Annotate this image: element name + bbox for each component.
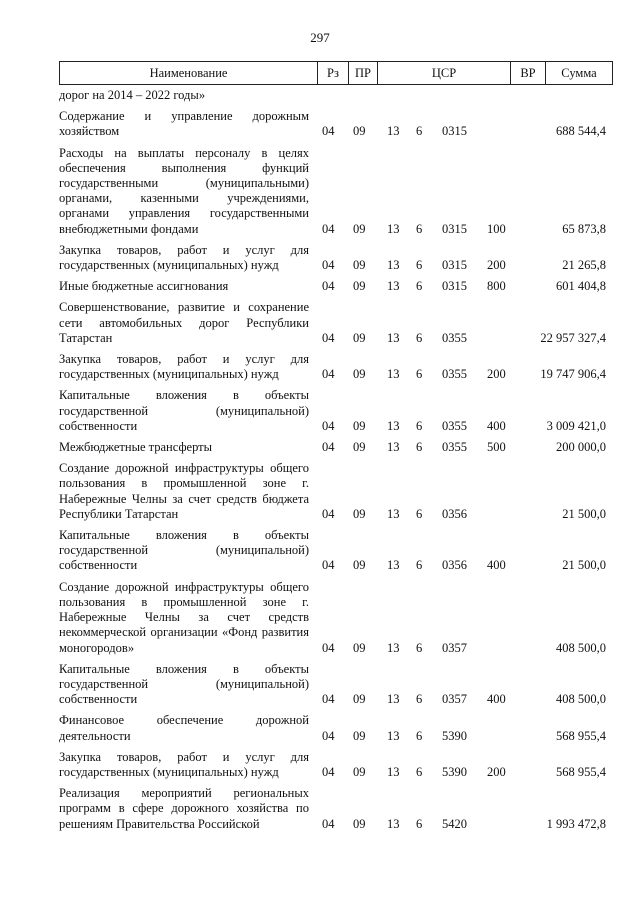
- cell-csr-subprogram: 6: [416, 367, 423, 382]
- cell-csr-program: 13: [387, 279, 400, 294]
- cell-pr: 09: [353, 258, 366, 273]
- cell-csr-program: 13: [387, 418, 400, 433]
- cell-sum: 568 955,4: [556, 764, 606, 779]
- table-row: [59, 88, 619, 103]
- cell-csr-program: 13: [387, 367, 400, 382]
- cell-rz: 04: [322, 418, 335, 433]
- cell-csr-subprogram: 6: [416, 279, 423, 294]
- cell-vr: 400: [487, 692, 506, 707]
- table-row: [59, 750, 619, 780]
- cell-csr-code: 0357: [442, 640, 467, 655]
- cell-pr: 09: [353, 330, 366, 345]
- cell-csr-subprogram: 6: [416, 728, 423, 743]
- table-row: [59, 440, 619, 455]
- cell-csr-code: 0355: [442, 367, 467, 382]
- cell-rz: 04: [322, 816, 335, 831]
- cell-csr-subprogram: 6: [416, 558, 423, 573]
- cell-rz: 04: [322, 764, 335, 779]
- cell-csr-code: 0355: [442, 440, 467, 455]
- cell-name: Создание дорожной инфраструктуры общего пользования в промышленной зоне г. Набережные Челны за счет средств некоммерческой организации «Фонд развития моногородов»: [59, 579, 309, 655]
- cell-sum: 408 500,0: [556, 692, 606, 707]
- cell-csr-subprogram: 6: [416, 440, 423, 455]
- cell-name: Капитальные вложения в объекты государственной (муниципальной) собственности: [59, 388, 309, 433]
- cell-vr: 200: [487, 258, 506, 273]
- cell-vr: 400: [487, 418, 506, 433]
- header-sum: Сумма: [561, 66, 597, 80]
- cell-csr-code: 0355: [442, 418, 467, 433]
- cell-name: Финансовое обеспечение дорожной деятельности: [59, 713, 309, 743]
- cell-pr: 09: [353, 440, 366, 455]
- cell-pr: 09: [353, 816, 366, 831]
- cell-csr-program: 13: [387, 258, 400, 273]
- cell-pr: 09: [353, 279, 366, 294]
- cell-csr-program: 13: [387, 124, 400, 139]
- cell-csr-program: 13: [387, 728, 400, 743]
- page-number: 297: [310, 30, 330, 45]
- cell-name: Капитальные вложения в объекты государственной (муниципальной) собственности: [59, 661, 309, 707]
- header-vr: ВР: [511, 62, 546, 84]
- cell-sum: 3 009 421,0: [546, 418, 606, 433]
- cell-sum: 601 404,8: [556, 279, 606, 294]
- cell-csr-code: 5390: [442, 764, 467, 779]
- cell-csr-code: 0315: [442, 124, 467, 139]
- header-pr: ПР: [349, 62, 378, 84]
- cell-sum: 22 957 327,4: [540, 330, 606, 345]
- table-header: [59, 61, 613, 85]
- cell-rz: 04: [322, 640, 335, 655]
- cell-csr-code: 0355: [442, 330, 467, 345]
- cell-sum: 568 955,4: [556, 728, 606, 743]
- cell-name: дорог на 2014 – 2022 годы»: [59, 88, 206, 102]
- cell-sum: 65 873,8: [562, 221, 606, 236]
- cell-vr: 200: [487, 764, 506, 779]
- cell-csr-subprogram: 6: [416, 258, 423, 273]
- table-row: [59, 786, 619, 832]
- cell-csr-subprogram: 6: [416, 330, 423, 345]
- cell-csr-subprogram: 6: [416, 221, 423, 236]
- cell-sum: 19 747 906,4: [540, 367, 606, 382]
- cell-rz: 04: [322, 506, 335, 521]
- cell-rz: 04: [322, 728, 335, 743]
- header-rz: Рз: [318, 62, 349, 84]
- cell-name: Реализация мероприятий региональных программ в сфере дорожного хозяйства по решениям Правительства Российской: [59, 786, 309, 831]
- cell-pr: 09: [353, 640, 366, 655]
- cell-vr: 100: [487, 221, 506, 236]
- cell-csr-program: 13: [387, 558, 400, 573]
- cell-name: Расходы на выплаты персоналу в целях обеспечения выполнения функций государственными (муниципальными) органами, казенными учреждениями, органами управления государственными внебюджетными фондами: [59, 145, 309, 236]
- cell-rz: 04: [322, 221, 335, 236]
- cell-sum: 21 500,0: [562, 506, 606, 521]
- table-row: [59, 713, 619, 743]
- cell-rz: 04: [322, 124, 335, 139]
- cell-csr-code: 5390: [442, 728, 467, 743]
- cell-rz: 04: [322, 258, 335, 273]
- cell-sum: 21 265,8: [562, 258, 606, 273]
- cell-rz: 04: [322, 692, 335, 707]
- header-name: Наименование: [60, 62, 318, 84]
- cell-csr-program: 13: [387, 440, 400, 455]
- table-row: [59, 388, 619, 434]
- cell-csr-subprogram: 6: [416, 418, 423, 433]
- cell-sum: 1 993 472,8: [546, 816, 606, 831]
- cell-csr-subprogram: 6: [416, 640, 423, 655]
- cell-sum: 688 544,4: [556, 124, 606, 139]
- cell-sum: 21 500,0: [562, 558, 606, 573]
- cell-csr-subprogram: 6: [416, 692, 423, 707]
- table-row: [59, 662, 619, 708]
- cell-pr: 09: [353, 221, 366, 236]
- cell-csr-program: 13: [387, 764, 400, 779]
- cell-csr-code: 0356: [442, 506, 467, 521]
- cell-pr: 09: [353, 506, 366, 521]
- table-row: [59, 243, 619, 273]
- cell-csr-subprogram: 6: [416, 506, 423, 521]
- cell-csr-program: 13: [387, 330, 400, 345]
- header-csr: ЦСР: [378, 62, 511, 84]
- cell-vr: 400: [487, 558, 506, 573]
- cell-csr-subprogram: 6: [416, 764, 423, 779]
- cell-csr-program: 13: [387, 640, 400, 655]
- cell-rz: 04: [322, 440, 335, 455]
- cell-name: Закупка товаров, работ и услуг для государственных (муниципальных) нужд: [59, 242, 309, 273]
- table-row: [59, 580, 619, 656]
- cell-pr: 09: [353, 764, 366, 779]
- cell-pr: 09: [353, 367, 366, 382]
- cell-rz: 04: [322, 279, 335, 294]
- cell-sum: 200 000,0: [556, 440, 606, 455]
- table-body: [59, 88, 619, 832]
- cell-name: Создание дорожной инфраструктуры общего пользования в промышленной зоне г. Набережные Челны за счет средств бюджета Республики Татарстан: [59, 461, 309, 521]
- cell-csr-code: 0315: [442, 258, 467, 273]
- cell-csr-code: 5420: [442, 816, 467, 831]
- cell-csr-code: 0315: [442, 279, 467, 294]
- cell-vr: 500: [487, 440, 506, 455]
- cell-name: Содержание и управление дорожным хозяйством: [59, 109, 309, 139]
- cell-vr: 800: [487, 279, 506, 294]
- cell-pr: 09: [353, 124, 366, 139]
- table-row: [59, 279, 619, 294]
- cell-csr-program: 13: [387, 692, 400, 707]
- cell-csr-subprogram: 6: [416, 816, 423, 831]
- table-row: [59, 146, 619, 237]
- cell-sum: 408 500,0: [556, 640, 606, 655]
- cell-csr-subprogram: 6: [416, 124, 423, 139]
- cell-name: Закупка товаров, работ и услуг для государственных (муниципальных) нужд: [59, 352, 309, 382]
- table-row: [59, 300, 619, 346]
- cell-rz: 04: [322, 330, 335, 345]
- table-row: [59, 109, 619, 139]
- cell-csr-program: 13: [387, 506, 400, 521]
- cell-pr: 09: [353, 728, 366, 743]
- cell-name: Капитальные вложения в объекты государственной (муниципальной) собственности: [59, 528, 309, 573]
- cell-rz: 04: [322, 558, 335, 573]
- cell-vr: 200: [487, 367, 506, 382]
- cell-rz: 04: [322, 367, 335, 382]
- cell-pr: 09: [353, 418, 366, 433]
- cell-name: Иные бюджетные ассигнования: [59, 279, 229, 294]
- cell-name: Закупка товаров, работ и услуг для государственных (муниципальных) нужд: [59, 749, 309, 779]
- cell-pr: 09: [353, 692, 366, 707]
- cell-name: Межбюджетные трансферты: [59, 440, 213, 455]
- cell-csr-code: 0315: [442, 221, 467, 236]
- cell-csr-program: 13: [387, 816, 400, 831]
- cell-name: Совершенствование, развитие и сохранение сети автомобильных дорог Республики Татарстан: [59, 300, 309, 345]
- cell-csr-code: 0356: [442, 558, 467, 573]
- table-row: [59, 528, 619, 574]
- table-row: [59, 461, 619, 522]
- table-row: [59, 352, 619, 382]
- cell-pr: 09: [353, 558, 366, 573]
- cell-csr-code: 0357: [442, 692, 467, 707]
- cell-csr-program: 13: [387, 221, 400, 236]
